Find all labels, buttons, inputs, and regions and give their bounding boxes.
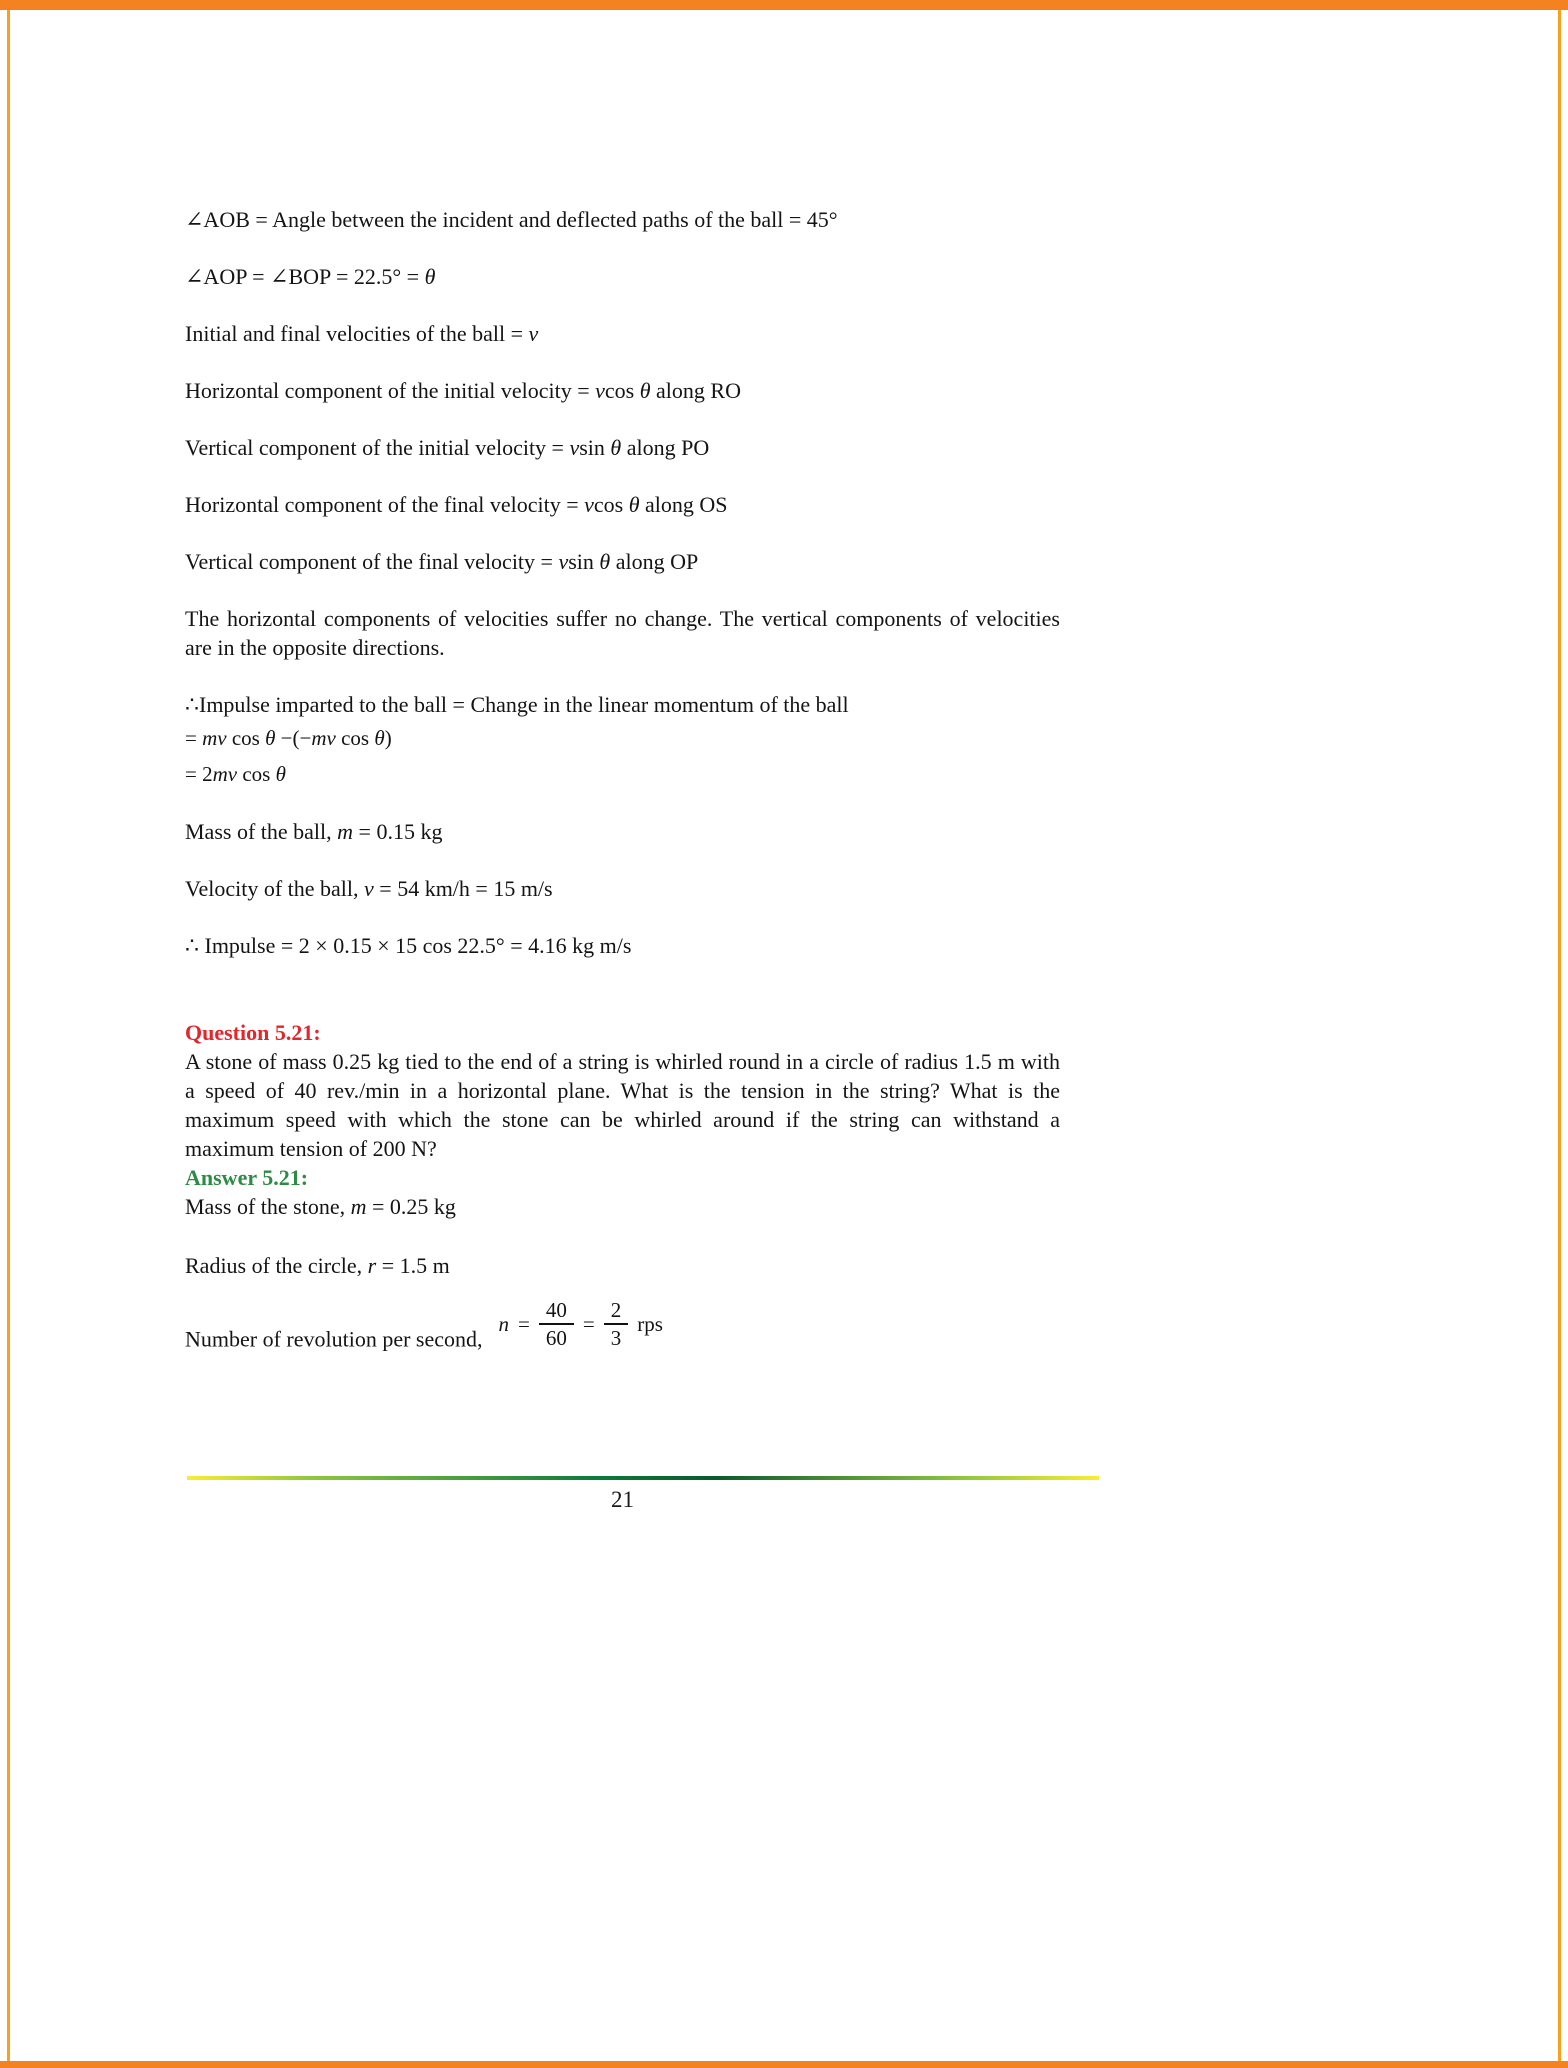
- line-horizontal-final: Horizontal component of the final velocity = vcos θ along OS: [185, 492, 728, 517]
- line-velocities: Initial and final velocities of the ball = v: [185, 321, 539, 346]
- page-border-right: [1558, 10, 1561, 2061]
- line-mass-ball: Mass of the ball, m = 0.15 kg: [185, 819, 443, 844]
- equation-momentum-change: = mv cos θ −(−mv cos θ): [185, 726, 392, 750]
- line-impulse-result: ∴ Impulse = 2 × 0.15 × 15 cos 22.5° = 4.16 kg m/s: [185, 933, 632, 958]
- document-body: [185, 205, 1060, 1394]
- fraction-40-60: $\frac{40}{60}$: [539, 1298, 574, 1350]
- equation-2mvcos: = 2mv cos θ: [185, 762, 286, 786]
- line-angle-aop: ∠AOP = ∠BOP = 22.5° = θ: [185, 264, 436, 289]
- equals-sign: =: [582, 1311, 595, 1336]
- answer-heading: Answer 5.21:: [185, 1165, 309, 1190]
- page-border-top: [0, 0, 1568, 10]
- para-components: The horizontal components of velocities suffer no change. The vertical components of velocities are in the opposite directions.: [185, 606, 1060, 660]
- line-radius: Radius of the circle, r = 1.5 m: [185, 1253, 450, 1278]
- line-angle-aob: ∠AOB = Angle between the incident and deflected paths of the ball = 45°: [185, 207, 838, 232]
- equals-sign: =: [518, 1311, 530, 1336]
- line-velocity-ball: Velocity of the ball, v = 54 km/h = 15 m/s: [185, 876, 553, 901]
- page-border-bottom: [0, 2061, 1568, 2068]
- line-vertical-initial: Vertical component of the initial velocity = vsin θ along PO: [185, 435, 710, 460]
- formula-unit: rps: [637, 1311, 663, 1336]
- line-mass-stone: Mass of the stone, m = 0.25 kg: [185, 1194, 456, 1219]
- fraction-2-3: $\frac{2}{3}$: [604, 1298, 629, 1350]
- line-impulse-statement: ∴Impulse imparted to the ball = Change in the linear momentum of the ball: [185, 692, 849, 717]
- decorative-rule: [187, 1476, 1099, 1480]
- line-vertical-final: Vertical component of the final velocity = vsin θ along OP: [185, 549, 699, 574]
- formula-prefix: Number of revolution per second,: [185, 1326, 483, 1352]
- line-horizontal-initial: Horizontal component of the initial velocity = vcos θ along RO: [185, 378, 741, 403]
- formula-variable: n: [498, 1311, 510, 1336]
- page-border-left: [7, 10, 10, 2061]
- revolutions-formula: [499, 1298, 663, 1350]
- page-number: 21: [611, 1487, 634, 1512]
- question-heading: Question 5.21:: [185, 1020, 321, 1045]
- line-revolutions: [185, 1298, 1060, 1366]
- question-text: A stone of mass 0.25 kg tied to the end of a string is whirled round in a circle of radius 1.5 m with a speed of 40 rev./min in a horizontal plane. What is the tension in the string? What is the maximum speed with which the stone can be whirled around if the string can withstand a maximum tension of 200 N?: [185, 1049, 1060, 1161]
